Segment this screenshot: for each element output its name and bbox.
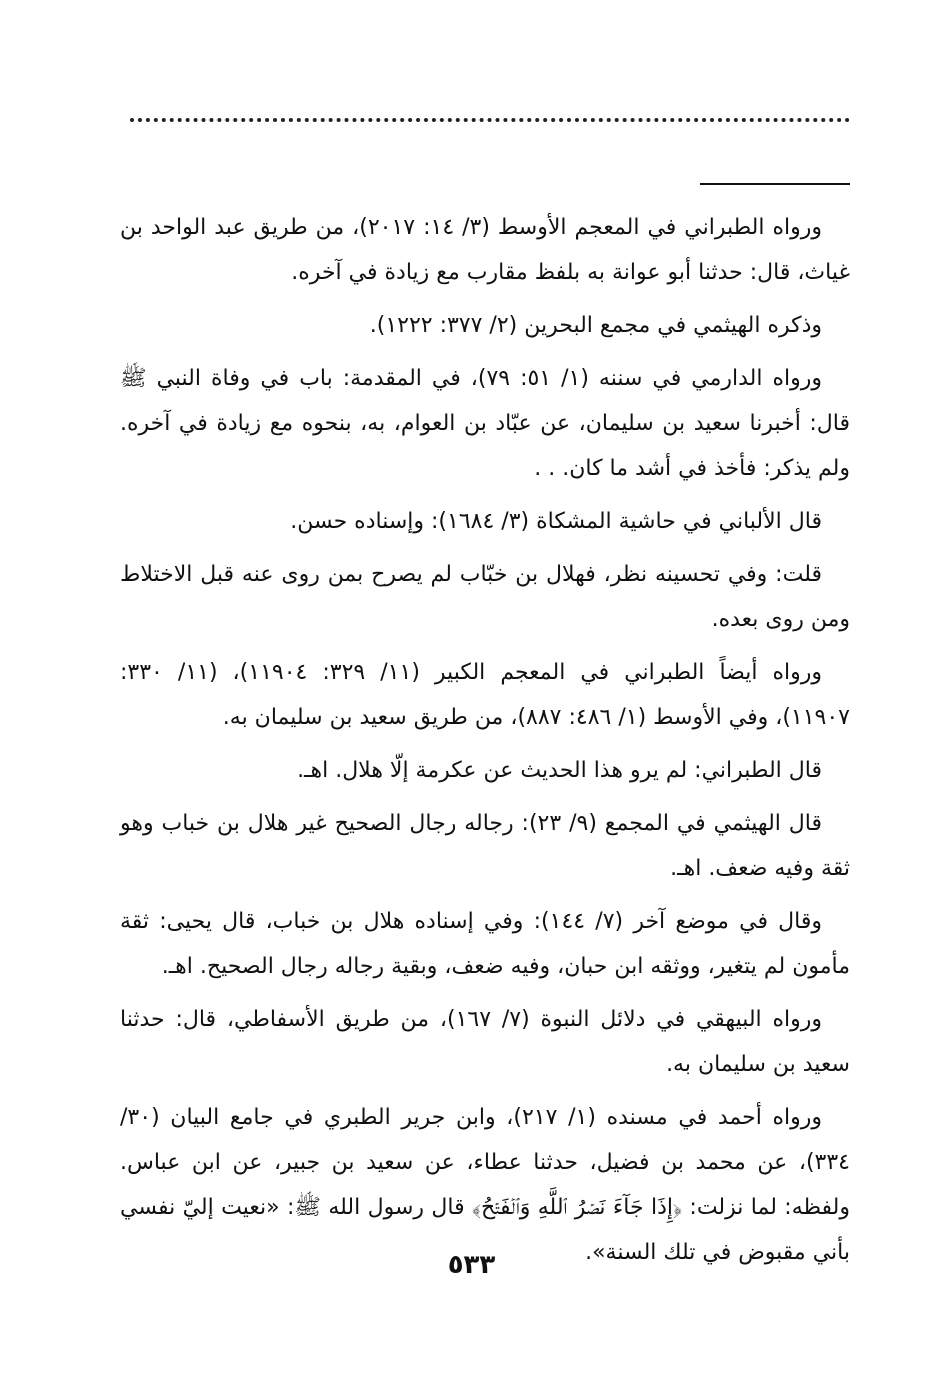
paragraph-9: وقال في موضع آخر (٧/ ١٤٤): وفي إسناده هلال بن خباب، قال يحيى: ثقة مأمون لم يتغير، ووثقه ابن حبان، وفيه ضعف، وبقية رجاله رجال الصحيح. اهـ. (120, 909, 850, 979)
paragraph-2: وذكره الهيثمي في مجمع البحرين (٢/ ٣٧٧: ١٢٢٢). (369, 313, 822, 338)
paragraph-4: قال الألباني في حاشية المشكاة (٣/ ١٦٨٤): وإسناده حسن. (290, 509, 822, 534)
paragraph-8: قال الهيثمي في المجمع (٩/ ٢٣): رجاله رجال الصحيح غير هلال بن خباب وهو ثقة وفيه ضعف. اهـ. (120, 811, 850, 881)
paragraph-7: قال الطبراني: لم يرو هذا الحديث عن عكرمة إلّا هلال. اهـ. (297, 758, 822, 783)
paragraph-5: قلت: وفي تحسينه نظر، فهلال بن خبّاب لم يصرح بمن روى عنه قبل الاختلاط ومن روى بعده. (120, 562, 850, 632)
dotted-separator (130, 118, 850, 122)
paragraph-3: ورواه الدارمي في سننه (١/ ٥١: ٧٩)، في المقدمة: باب في وفاة النبي ﷺ قال: أخبرنا سعيد بن سليمان، عن عبّاد بن العوام، به، بنحوه مع زيادة في آخره. ولم يذكر: فأخذ في أشد ما كان. . . (120, 366, 850, 481)
paragraph-11: ورواه أحمد في مسنده (١/ ٢١٧)، وابن جرير الطبري في جامع البيان (٣٠/ ٣٣٤)، عن محمد بن فضيل، حدثنا عطاء، عن سعيد بن جبير، عن ابن عباس. ولفظه: لما نزلت: ﴿إِذَا جَآءَ نَصۡرُ ٱللَّهِ وَٱلۡفَتۡحُ﴾ قال رسول الله ﷺ: «نعيت إليّ نفسي بأني مقبوض في تلك السنة». (120, 1105, 850, 1265)
page-number: ٥٣٣ (447, 1250, 496, 1280)
paragraph-1: ورواه الطبراني في المعجم الأوسط (٣/ ١٤: ٢٠١٧)، من طريق عبد الواحد بن غياث، قال: حدثنا أبو عوانة به بلفظ مقارب مع زيادة في آخره. (120, 215, 850, 285)
footnote-rule (700, 183, 850, 185)
footnote-body (120, 205, 850, 1283)
paragraph-6: ورواه أيضاً الطبراني في المعجم الكبير (١١/ ٣٢٩: ١١٩٠٤)، (١١/ ٣٣٠: ١١٩٠٧)، وفي الأوسط (١/ ٤٨٦: ٨٨٧)، من طريق سعيد بن سليمان به. (120, 660, 850, 730)
paragraph-10: ورواه البيهقي في دلائل النبوة (٧/ ١٦٧)، من طريق الأسفاطي، قال: حدثنا سعيد بن سليمان به. (120, 1007, 850, 1077)
